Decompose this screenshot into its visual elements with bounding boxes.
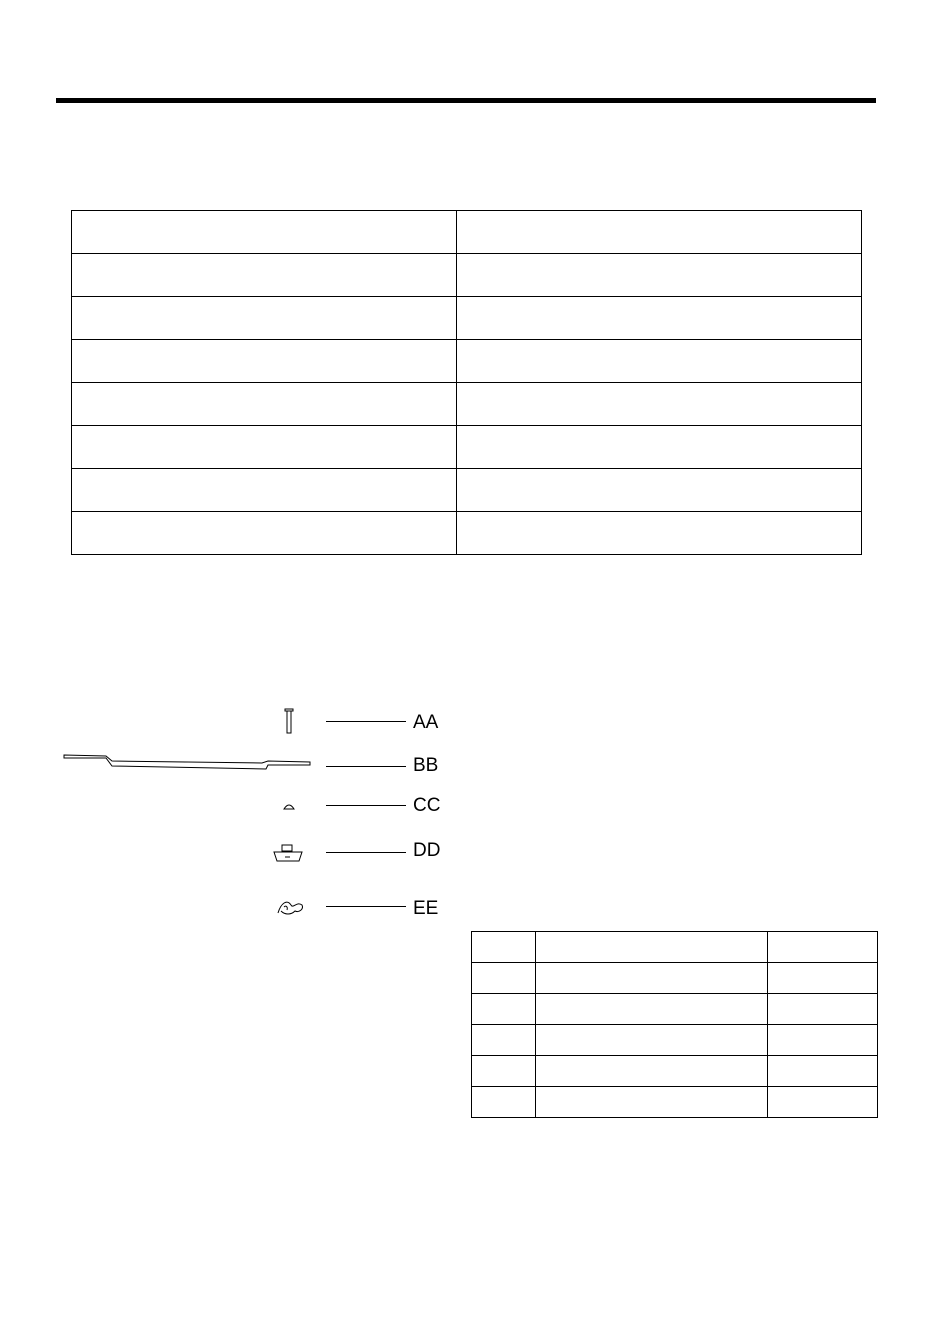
table-cell <box>72 340 457 383</box>
part-code-cc: CC <box>413 795 441 816</box>
part-code-ee: EE <box>413 898 439 919</box>
table-cell <box>457 340 862 383</box>
leader-line <box>326 721 406 722</box>
table-cell <box>72 512 457 555</box>
leader-line <box>326 852 406 853</box>
leader-line <box>326 906 406 907</box>
table-row <box>472 994 878 1025</box>
table-row <box>72 297 862 340</box>
table-cell <box>72 426 457 469</box>
table-cell <box>457 211 862 254</box>
table-cell <box>72 383 457 426</box>
table-cell <box>536 963 768 994</box>
table-cell <box>457 297 862 340</box>
table-cell <box>768 1056 878 1087</box>
bolt-icon <box>282 707 296 735</box>
table-row <box>72 254 862 297</box>
table-row <box>72 383 862 426</box>
table-cell <box>472 1056 536 1087</box>
table-cell <box>457 512 862 555</box>
leader-line <box>326 805 406 806</box>
header-rule <box>56 98 876 103</box>
table-cell <box>536 994 768 1025</box>
table-cell <box>536 1056 768 1087</box>
table-cell <box>472 1025 536 1056</box>
table-row <box>72 211 862 254</box>
part-code-bb: BB <box>413 755 439 776</box>
table-cell <box>768 994 878 1025</box>
table-cell <box>768 963 878 994</box>
table-cell <box>768 932 878 963</box>
table-cell <box>72 254 457 297</box>
table-cell <box>457 254 862 297</box>
table-cell <box>768 1025 878 1056</box>
table-cell <box>457 383 862 426</box>
table-cell <box>472 963 536 994</box>
part-code-aa: AA <box>413 712 439 733</box>
table-row <box>472 932 878 963</box>
table-cell <box>72 297 457 340</box>
bracket-icon <box>272 843 304 865</box>
table-row <box>72 340 862 383</box>
table-row <box>72 512 862 555</box>
table-cell <box>768 1087 878 1118</box>
table-cell <box>536 932 768 963</box>
table-cell <box>472 932 536 963</box>
cap-icon <box>283 802 295 810</box>
table-row <box>472 963 878 994</box>
leader-line <box>326 766 406 767</box>
table-row <box>472 1025 878 1056</box>
table-row <box>72 426 862 469</box>
table-row <box>72 469 862 512</box>
table-cell <box>472 1087 536 1118</box>
table-cell <box>536 1087 768 1118</box>
parts-list-table <box>471 931 878 1118</box>
clip-icon <box>275 895 305 917</box>
table-row <box>472 1056 878 1087</box>
table-cell <box>72 469 457 512</box>
table-cell <box>536 1025 768 1056</box>
part-code-dd: DD <box>413 840 441 861</box>
specification-table <box>71 210 862 555</box>
table-cell <box>457 469 862 512</box>
table-cell <box>72 211 457 254</box>
table-cell <box>457 426 862 469</box>
table-cell <box>472 994 536 1025</box>
table-row <box>472 1087 878 1118</box>
rail-bar-icon <box>62 752 312 774</box>
